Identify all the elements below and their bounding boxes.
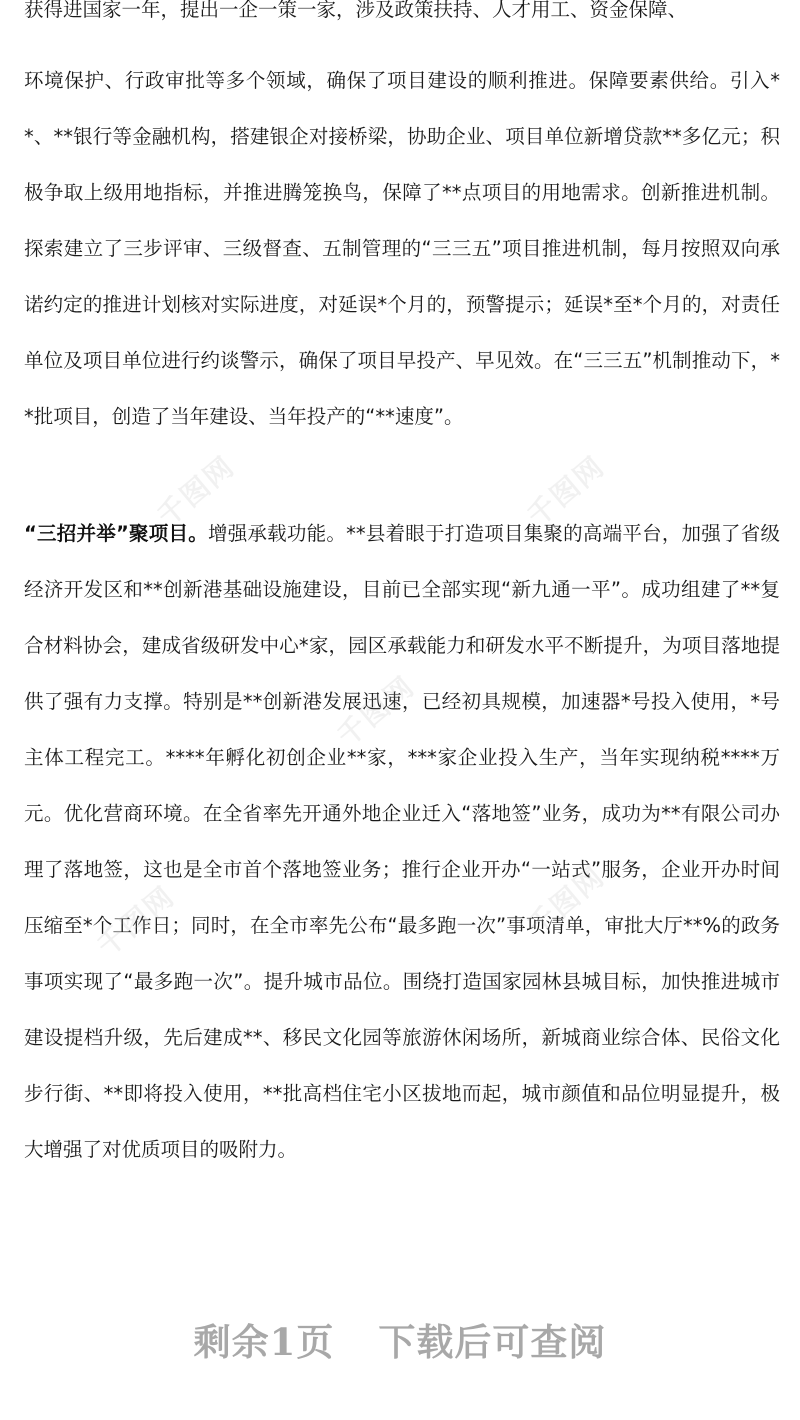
download-prompt[interactable] [0, 1312, 800, 1366]
clipped-top-line: 获得进国家一年，提出一企一策一家，涉及政策扶持、人才用工、资金保障、 [24, 0, 688, 21]
paragraph-1: 环境保护、行政审批等多个领域，确保了项目建设的顺利推进。保障要素供给。引入**、**银行等金融机构，搭建银企对接桥梁，协助企业、项目单位新增贷款**多亿元；积极争取上级用地指标，并推进腾笼换鸟，保障了**点项目的用地需求。创新推进机制。探索建立了三步评审、三级督查、五制管理的“三三五”项目推进机制，每月按照双向承诺约定的推进计划核对实际进度，对延误*个月的，预警提示；延误*至*个月的，对责任单位及项目单位进行约谈警示，确保了项目早投产、早见效。在“三三五”机制推动下，**批项目，创造了当年建设、当年投产的“**速度”。 [24, 69, 780, 428]
watermark-logo: 千图网 [150, 449, 242, 533]
remaining-pages-label: 剩余1页 [193, 1320, 335, 1364]
paragraph-2-lead: “三招并举”聚项目。 [24, 522, 208, 545]
paragraph-2-body: 增强承载功能。**县着眼于打造项目集聚的高端平台，加强了省级经济开发区和**创新港基础设施建设，目前已全部实现“新九通一平”。成功组建了**复合材料协会，建成省级研发中心*家，园区承载能力和研发水平不断提升，为项目落地提供了强有力支撑。特别是**创新港发展迅速，已经初具规模，加速器*号投入使用，*号主体工程完工。****年孵化初创企业**家，***家企业投入生产，当年实现纳税****万元。优化营商环境。在全省率先开通外地企业迁入“落地签”业务，成功为**有限公司办理了落地签，这也是全市首个落地签业务；推行企业开办“一站式”服务，企业开办时间压缩至*个工作日；同时，在全市率先公布“最多跑一次”事项清单，审批大厅**%的政务事项实现了“最多跑一次”。提升城市品位。围绕打造国家园林县城目标，加快推进城市建设提档升级，先后建成**、移民文化园等旅游休闲场所，新城商业综合体、民俗文化步行街、**即将投入使用，**批高档住宅小区拔地而起，城市颜值和品位明显提升，极大增强了对优质项目的吸附力。 [24, 522, 780, 1161]
watermark-logo: 千图网 [90, 879, 182, 963]
watermark-logo: 千图网 [520, 449, 612, 533]
watermark-logo: 千图网 [520, 859, 612, 943]
download-to-view-label: 下载后可查阅 [378, 1320, 607, 1364]
paragraph-2 [24, 506, 780, 1178]
watermark-logo: 千图网 [330, 669, 422, 753]
